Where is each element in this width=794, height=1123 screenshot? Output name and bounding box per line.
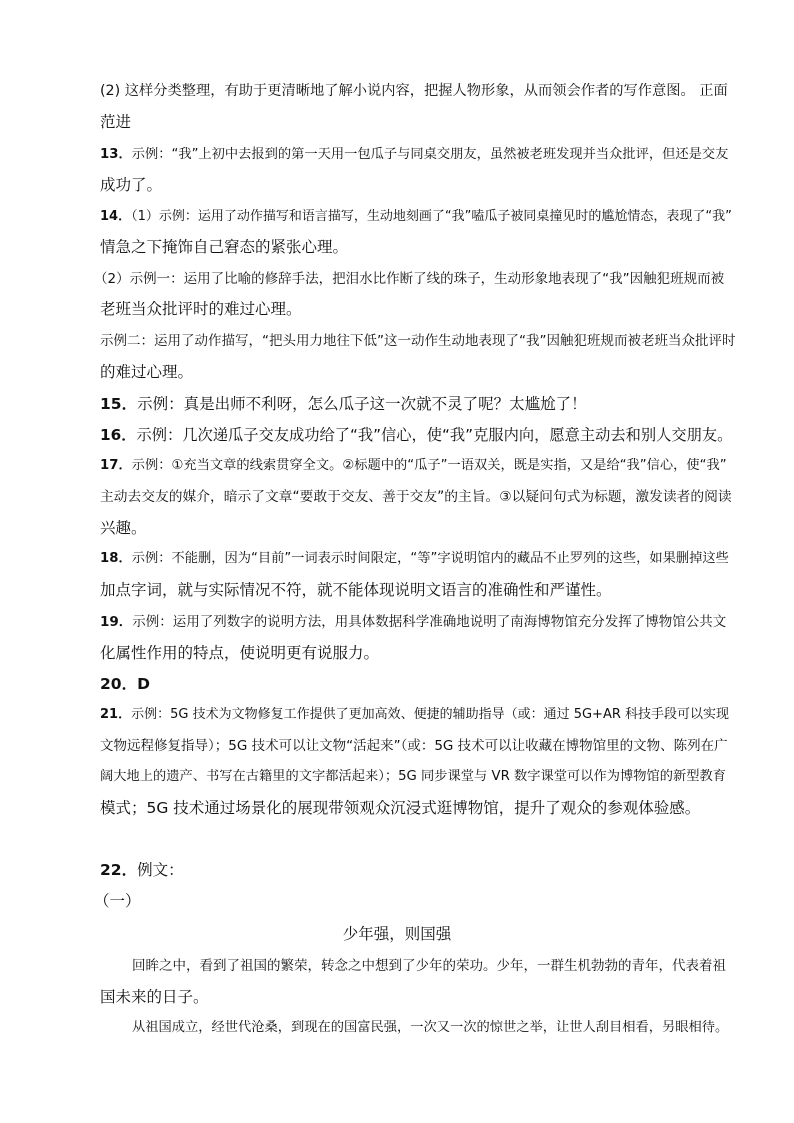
answer-15 — [100, 394, 587, 414]
question-number: 17． — [100, 458, 132, 473]
answer-13-cont: 成功了。 — [100, 176, 163, 194]
answer-text: 例文： — [137, 861, 184, 879]
answer-text: 示例：不能删，因为“目前”一词表示时间限定，“等”字说明馆内的藏品不止罗列的这些，如果删掉这些 — [131, 551, 729, 566]
question-number: 13． — [100, 147, 132, 162]
answer-13 — [100, 145, 728, 165]
answer-text: 示例：“我”上初中去报到的第一天用一包瓜子与同桌交朋友，虽然被老班发现并当众批评，但还是交友 — [131, 147, 729, 162]
answer-14-part2-cont: 老班当众批评时的难过心理。 — [100, 300, 302, 318]
answer-12-part2: (2) 这样分类整理，有助于更清晰地了解小说内容，把握人物形象，从而领会作者的写作意图。 正面 — [100, 83, 728, 99]
answer-14-example2-cont: 的难过心理。 — [100, 363, 194, 381]
question-number: 15． — [100, 395, 138, 413]
answer-18-cont: 加点字词，就与实际情况不符，就不能体现说明文语言的准确性和严谨性。 — [100, 581, 612, 599]
essay-title: 少年强，则国强 — [342, 925, 452, 943]
answer-text: 示例：真是出师不利呀，怎么瓜子这一次就不灵了呢？太尴尬了！ — [137, 395, 587, 413]
answer-21-cont3: 模式；5G 技术通过场景化的展现带领观众沉浸式逛博物馆，提升了观众的参观体验感。 — [100, 799, 701, 817]
answer-19 — [100, 612, 726, 632]
answer-22 — [100, 860, 184, 880]
question-number: 19． — [100, 614, 133, 630]
question-number: 16． — [100, 426, 137, 444]
question-number: 20． — [100, 675, 138, 693]
essay-paragraph-1-cont: 国未来的日子。 — [100, 988, 209, 1006]
answer-text: （1）示例：运用了动作描写和语言描写，生动地刻画了“我”嗑瓜子被同桌撞见时的尴尬情态，表现了“我” — [131, 209, 732, 224]
answer-14-part2: （2）示例一：运用了比喻的修辞手法，把泪水比作断了线的珠子，生动形象地表现了“我”因触犯班规而被 — [94, 271, 725, 287]
answer-text: 示例：5G 技术为文物修复工作提供了更加高效、便捷的辅助指导（或：通过 5G+AR 科技手段可以实现 — [131, 707, 729, 722]
answer-21-cont: 文物远程修复指导）；5G 技术可以让文物“活起来”（或：5G 技术可以让收藏在博物馆里的文物、陈列在广 — [100, 738, 728, 754]
answer-text: D — [137, 675, 150, 693]
essay-paragraph-2: 从祖国成立，经世代沧桑，到现在的国富民强，一次又一次的惊世之举，让世人刮目相看，另眼相待。 — [132, 1020, 729, 1035]
question-number: 18． — [100, 551, 132, 566]
answer-19-cont: 化属性作用的特点，使说明更有说服力。 — [100, 644, 380, 662]
essay-paragraph-1: 回眸之中，看到了祖国的繁荣，转念之中想到了少年的荣功。少年，一群生机勃勃的青年，代表着祖 — [132, 958, 726, 974]
answer-14 — [100, 207, 732, 227]
question-number: 14． — [100, 209, 132, 224]
answer-20 — [100, 674, 150, 694]
answer-text: 示例：①充当文章的线索贯穿全文。②标题中的“瓜子”一语双关，既是实指，又是给“我”信心，使“我” — [131, 458, 727, 473]
answer-text: 示例：几次递瓜子交友成功给了“我”信心，使“我”克服内向，愿意主动去和别人交朋友。 — [136, 426, 733, 444]
answer-14-cont: 情急之下掩饰自己窘态的紧张心理。 — [100, 238, 349, 256]
question-number: 21． — [100, 707, 132, 722]
answer-18 — [100, 549, 729, 569]
essay-section-label: （一） — [94, 892, 141, 910]
question-number: 22． — [100, 861, 138, 879]
answer-16 — [100, 425, 732, 445]
answer-text: 示例：运用了列数字的说明方法，用具体数据科学准确地说明了南海博物馆充分发挥了博物馆公共文 — [132, 614, 727, 630]
answer-21 — [100, 705, 729, 725]
answer-12-cont: 范进 — [100, 113, 132, 131]
answer-17-cont: 主动去交友的媒介，暗示了文章“要敢于交友、善于交友”的主旨。③以疑问句式为标题，激发读者的阅读 — [100, 489, 732, 505]
answer-21-cont2: 阔大地上的遗产、书写在古籍里的文字都活起来）；5G 同步课堂与 VR 数字课堂可以作为博物馆的新型教育 — [100, 769, 726, 784]
answer-17 — [100, 456, 727, 476]
answer-17-cont2: 兴趣。 — [100, 519, 147, 537]
answer-14-example2: 示例二：运用了动作描写，“把头用力地往下低”这一动作生动地表现了“我”因触犯班规而被老班当众批评时 — [100, 333, 736, 349]
